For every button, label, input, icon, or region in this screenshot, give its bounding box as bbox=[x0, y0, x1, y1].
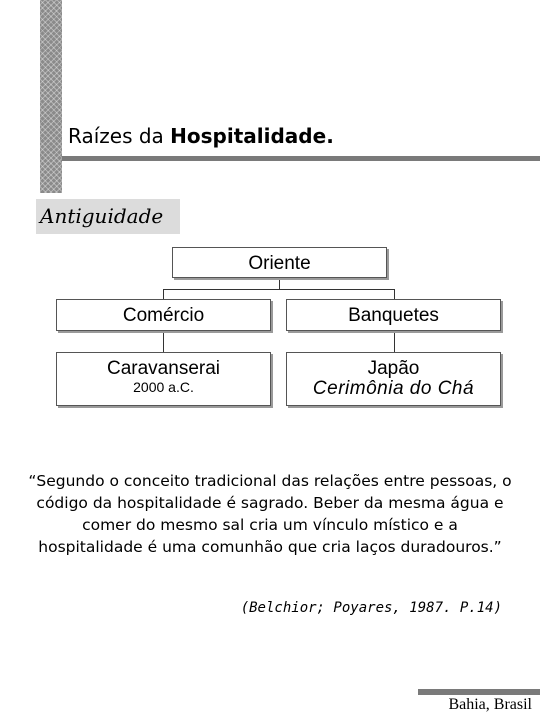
era-label: Antiguidade bbox=[36, 199, 180, 234]
footer-line bbox=[418, 689, 540, 695]
connector-left-leaf bbox=[163, 331, 164, 352]
quote-citation: (Belchior; Poyares, 1987. P.14) bbox=[240, 600, 502, 616]
node-left-branch bbox=[56, 299, 271, 331]
node-right-branch-label: Banquetes bbox=[348, 305, 439, 326]
footer-location: Bahia, Brasil bbox=[448, 696, 532, 713]
connector-branch-horizontal bbox=[163, 289, 394, 290]
title-underline bbox=[62, 156, 540, 161]
decorative-side-bar bbox=[40, 0, 62, 193]
node-right-leaf-sub: Cerimônia do Chá bbox=[312, 378, 475, 399]
connector-right-branch bbox=[394, 289, 395, 299]
node-left-branch-label: Comércio bbox=[122, 305, 205, 326]
node-root-label: Oriente bbox=[248, 253, 311, 274]
node-left-leaf bbox=[56, 352, 271, 406]
title-prefix: Raízes da bbox=[68, 124, 171, 148]
quote-text: “Segundo o conceito tradicional das relações entre pessoas, o código da hospitalidade é sagrado. Beber da mesma água e comer do mesmo sal cria um vínculo místico e a hospitalidade é uma comunhão que cria laços duradouros.” bbox=[28, 472, 512, 556]
connector-right-leaf bbox=[394, 331, 395, 352]
slide-title bbox=[68, 124, 334, 148]
node-right-leaf bbox=[286, 352, 501, 406]
node-left-leaf-sub: 2000 a.C. bbox=[133, 379, 194, 395]
node-left-leaf-title: Caravanserai bbox=[107, 358, 220, 379]
node-root bbox=[172, 247, 387, 278]
node-right-branch bbox=[286, 299, 501, 331]
connector-root-down bbox=[279, 278, 280, 289]
title-bold: Hospitalidade. bbox=[170, 124, 334, 148]
node-right-leaf-title: Japão bbox=[367, 358, 420, 379]
connector-left-branch bbox=[163, 289, 164, 299]
